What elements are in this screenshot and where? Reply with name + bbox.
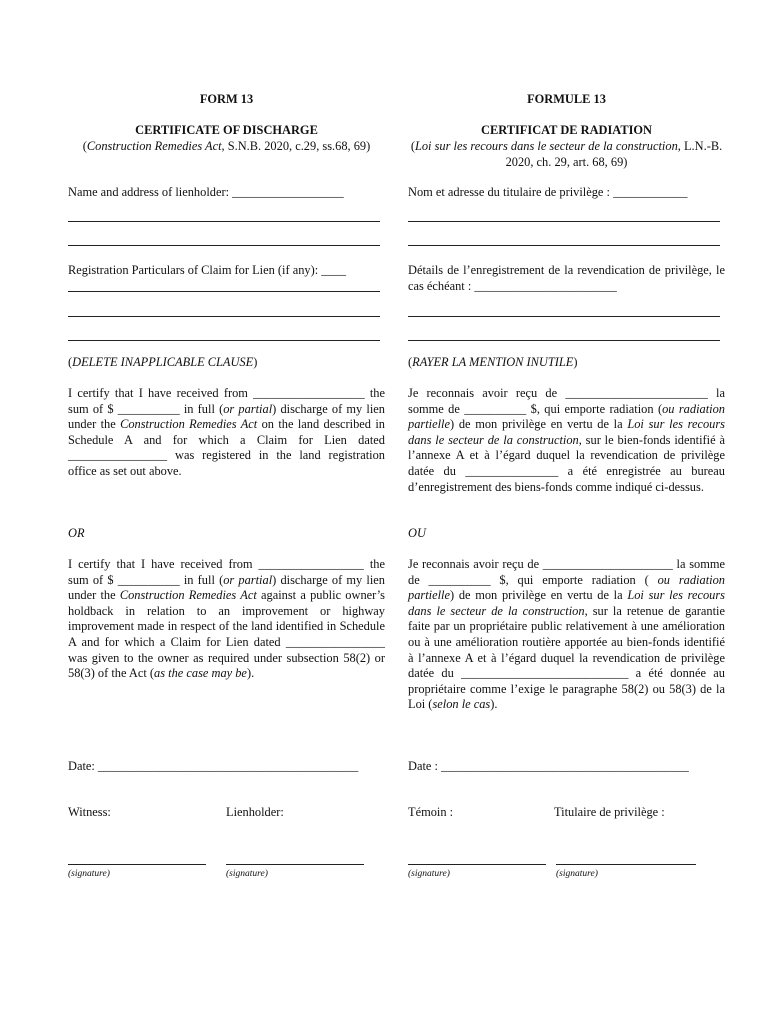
registration-line-2-fr[interactable] [408,340,720,341]
witness-signature-line[interactable] [68,864,206,865]
registration-line-2[interactable] [68,316,380,317]
name-address-line-2-fr[interactable] [408,245,720,246]
lienholder-signature-line-fr[interactable] [556,864,696,865]
name-address-line-1[interactable] [68,221,380,222]
registration-line-3[interactable] [68,340,380,341]
registration-line-1-fr[interactable] [408,316,720,317]
witness-signature-caption-fr: (signature) [408,869,450,879]
certification-paragraph-1-fr: Je reconnais avoir reçu de _______________________ la somme de __________ $, qui emporte radiation (ou radiation partielle) de mon privilège en vertu de la Loi sur les recours dans le secteur de la construction, sur le bien-fonds identifié à l’annexe A et à l’égard duquel la revendication de privilège datée du _______________ a été enregistrée au bureau d’enregistrement des biens-fonds comme indiqué ci-dessus. [408,386,725,494]
form-number-fr: FORMULE 13 [527,92,606,106]
lienholder-label: Lienholder: [226,805,284,819]
name-address-line-2[interactable] [68,245,380,246]
form-number: FORM 13 [199,92,254,106]
name-address-line-1-fr[interactable] [408,221,720,222]
act-citation: (Construction Remedies Act, S.N.B. 2020, c.29, ss.68, 69) [82,139,371,153]
name-address-label: Name and address of lienholder: __________________ [68,185,344,199]
form-title-fr: CERTIFICAT DE RADIATION [481,123,652,137]
delete-clause-note: (DELETE INAPPLICABLE CLAUSE) [68,355,258,369]
delete-clause-note-fr: (RAYER LA MENTION INUTILE) [408,355,578,369]
act-citation-fr: (Loi sur les recours dans le secteur de la construction, L.N.-B. 2020, ch. 29, art. 68, 69) [410,139,723,169]
registration-label-fr: Détails de l’enregistrement de la revendication de privilège, le cas échéant : _______________________ [408,263,725,293]
certification-paragraph-2-fr: Je reconnais avoir reçu de _____________________ la somme de __________ $, qui emporte radiation ( ou radiation partielle) de mon privilège en vertu de la Loi sur les recours dans le secteur de la construction, sur la retenue de garantie faite par un propriétaire public relativement à une amélioration ou à une amélioration routière apportée au bien-fonds identifié à l’annexe A et à l’égard duquel la revendication de privilège datée du ___________________________ a été donnée au propriétaire comme l’exige le paragraphe 58(2) ou 58(3) de la Loi (selon le cas). [408,557,725,712]
lienholder-signature-caption-fr: (signature) [556,869,598,879]
lienholder-signature-line[interactable] [226,864,364,865]
lienholder-signature-caption: (signature) [226,869,268,879]
certification-paragraph-2: I certify that I have received from _________________ the sum of $ __________ in full (or partial) discharge of my lien under the Construction Remedies Act against a public owner’s holdback in relation to an improvement or highway improvement made in respect of the land identified in Schedule A and for which a Claim for Lien dated ________________ was given to the owner as required under subsection 58(2) or 58(3) of the Act (as the case may be). [68,557,385,681]
witness-signature-caption: (signature) [68,869,110,879]
or-separator: OR [68,526,85,540]
lienholder-label-fr: Titulaire de privilège : [554,805,665,819]
witness-signature-line-fr[interactable] [408,864,546,865]
date-field-fr[interactable]: Date : ________________________________________ [408,759,689,773]
form-title: CERTIFICATE OF DISCHARGE [135,123,318,137]
certification-paragraph-1: I certify that I have received from __________________ the sum of $ __________ in full (or partial) discharge of my lien under the Construction Remedies Act on the land described in Schedule A and for which a Claim for Lien dated ________________ was registered in the land registration office as set out above. [68,386,385,478]
or-separator-fr: OU [408,526,426,540]
date-field[interactable]: Date: __________________________________________ [68,759,359,773]
witness-label: Witness: [68,805,111,819]
registration-line-1[interactable] [68,291,380,292]
witness-label-fr: Témoin : [408,805,454,819]
registration-label: Registration Particulars of Claim for Lien (if any): ____ [68,263,347,277]
name-address-label-fr: Nom et adresse du titulaire de privilège : ____________ [408,185,688,199]
